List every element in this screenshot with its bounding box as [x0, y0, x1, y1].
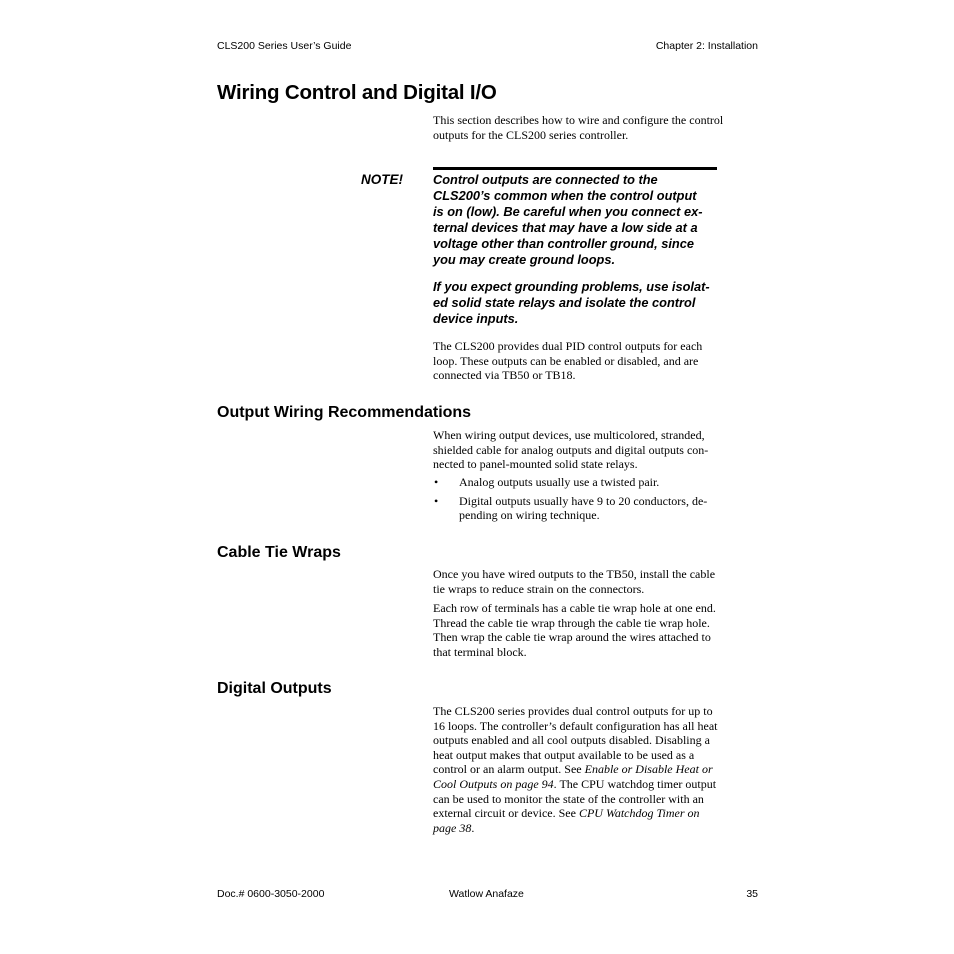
text-line: loop. These outputs can be enabled or disabled, and are: [433, 353, 699, 368]
cable-tie-heading: Cable Tie Wraps: [217, 544, 341, 561]
text-line: [433, 806, 759, 821]
list-item: [433, 475, 759, 490]
page-number: 35: [746, 888, 758, 900]
text-line: nected to panel-mounted solid state relays.: [433, 457, 638, 472]
text-line: Once you have wired outputs to the TB50, install the cable: [433, 567, 716, 581]
text-line: The CLS200 series provides dual control outputs for up to: [433, 704, 713, 718]
text-line: If you expect grounding problems, use isolat-: [433, 279, 710, 294]
text-line: outputs enabled and all cool outputs disabled. Disabling a: [433, 733, 710, 748]
text-line: is on (low). Be careful when you connect ex-: [433, 203, 703, 219]
note-label: NOTE!: [361, 172, 403, 187]
footer-doc-number: Doc.# 0600-3050-2000: [217, 888, 325, 900]
text-line: shielded cable for analog outputs and digital outputs con-: [433, 442, 709, 457]
running-header-chapter: Chapter 2: Installation: [655, 40, 758, 52]
text-line: CLS200’s common when the control output: [433, 187, 697, 203]
cross-reference-link[interactable]: Cool Outputs on page 94: [433, 776, 554, 791]
text-line: [433, 821, 759, 836]
bullet-icon: •: [434, 493, 439, 508]
cable-tie-paragraph-2: [433, 601, 759, 659]
text-line: connected via TB50 or TB18.: [433, 368, 576, 383]
text-run: . The CPU watchdog timer output: [553, 776, 717, 791]
text-line: outputs for the CLS200 series controller.: [433, 127, 629, 142]
digital-outputs-heading: Digital Outputs: [217, 680, 332, 697]
text-line: you may create ground loops.: [433, 251, 616, 267]
text-line: 16 loops. The controller’s default configuration has all heat: [433, 718, 718, 733]
text-line: This section describes how to wire and configure the control: [433, 113, 724, 127]
text-line: ternal devices that may have a low side at a: [433, 219, 698, 235]
cross-reference-link[interactable]: Enable or Disable Heat or: [584, 762, 713, 777]
text-run: control or an alarm output. See: [433, 762, 585, 777]
intro-paragraph: [433, 113, 759, 142]
note-rule: [433, 167, 717, 170]
text-line: heat output makes that output available to be used as a: [433, 747, 695, 762]
running-header-title: CLS200 Series User’s Guide: [217, 40, 352, 52]
note-paragraph-2: [433, 279, 725, 327]
text-run: .: [471, 820, 475, 835]
cable-tie-paragraph-1: [433, 567, 759, 596]
text-line: tie wraps to reduce strain on the connectors.: [433, 581, 645, 596]
pid-outputs-paragraph: [433, 339, 759, 383]
text-line: ed solid state relays and isolate the control: [433, 294, 696, 310]
output-wiring-bullet-list: [433, 475, 759, 527]
text-line: Control outputs are connected to the: [433, 172, 658, 187]
cross-reference-link[interactable]: CPU Watchdog Timer on: [578, 806, 700, 821]
text-line: that terminal block.: [433, 644, 527, 659]
output-wiring-heading: Output Wiring Recommendations: [217, 404, 472, 421]
text-line: pending on wiring technique.: [459, 508, 600, 523]
text-line: voltage other than controller ground, since: [433, 235, 694, 251]
digital-outputs-paragraph: [433, 704, 759, 835]
text-line: device inputs.: [433, 310, 519, 326]
text-line: Each row of terminals has a cable tie wrap hole at one end.: [433, 601, 716, 615]
text-line: [433, 777, 759, 792]
text-line: Thread the cable tie wrap through the cable tie wrap hole.: [433, 615, 710, 630]
text-line: Then wrap the cable tie wrap around the wires attached to: [433, 630, 711, 645]
note-paragraph-1: [433, 172, 725, 267]
text-run: external circuit or device. See: [433, 806, 579, 821]
text-line: Analog outputs usually use a twisted pair.: [459, 475, 660, 489]
text-line: Digital outputs usually have 9 to 20 conductors, de-: [459, 493, 708, 508]
cross-reference-link[interactable]: page 38: [433, 820, 472, 835]
text-line: The CLS200 provides dual PID control outputs for each: [433, 339, 703, 353]
output-wiring-paragraph: [433, 428, 759, 472]
text-line: When wiring output devices, use multicolored, stranded,: [433, 428, 705, 442]
text-line: [433, 762, 759, 777]
bullet-icon: •: [434, 475, 439, 489]
footer-company: Watlow Anafaze: [449, 888, 524, 900]
section-title: Wiring Control and Digital I/O: [217, 81, 497, 104]
list-item: [433, 494, 759, 523]
text-line: can be used to monitor the state of the controller with an: [433, 791, 704, 806]
